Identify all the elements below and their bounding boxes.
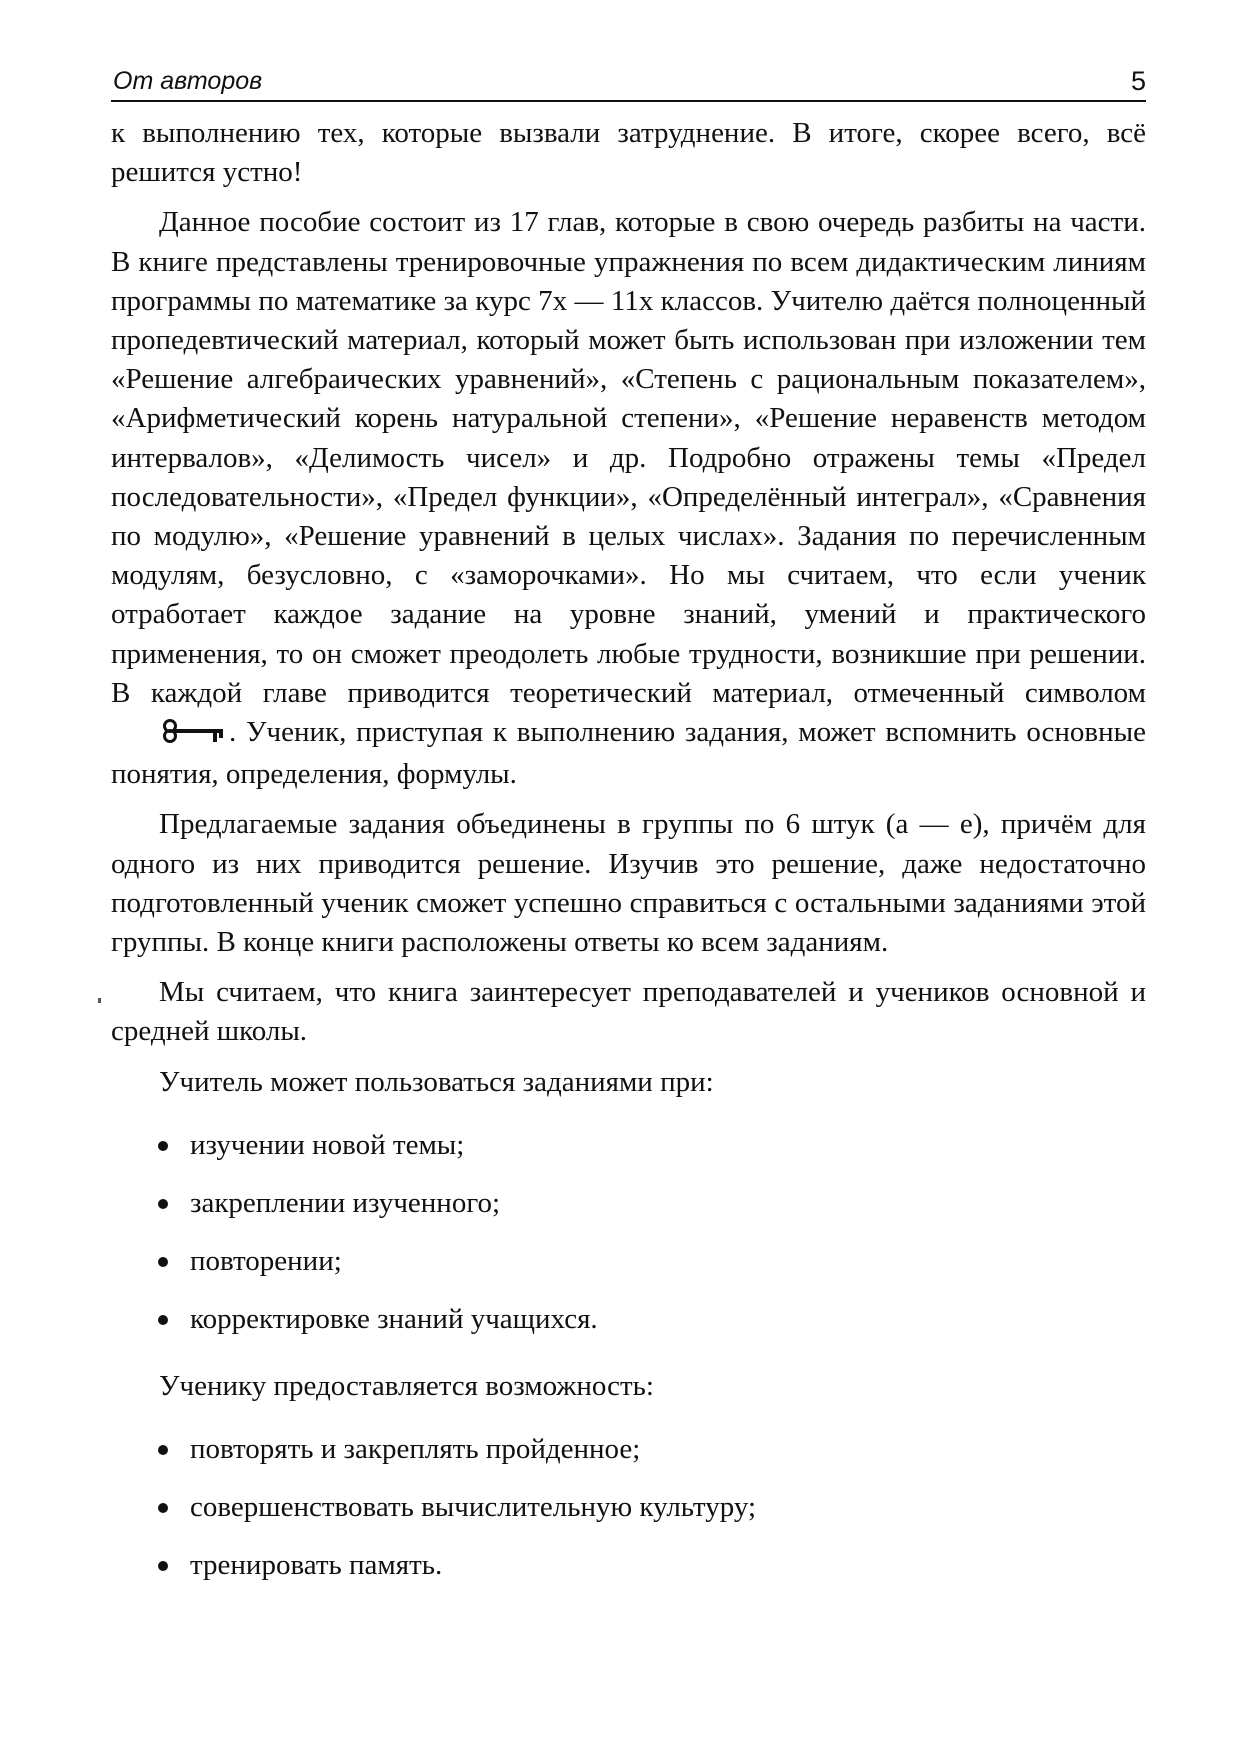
student-lead (111, 1367, 1146, 1406)
paragraph-continuation (111, 114, 1146, 192)
student-list (111, 1430, 1146, 1585)
running-title: От авторов (113, 67, 263, 95)
list-item (158, 1300, 1146, 1339)
list-item (158, 1242, 1146, 1281)
list-item-text: закреплении изученного; (190, 1186, 501, 1219)
paragraph-audience-text: Мы считаем, что книга заинтересует преподавателей и учеников основной и средней школы. (111, 976, 1146, 1048)
running-head (111, 60, 1146, 102)
paragraph-book-structure-text: Данное пособие состоит из 17 глав, которые в свою очередь разбиты на части. В книге представлены тренировочные упражнения по всем дидактическим линиям программы по математике за курс 7х — 11х классов. Учителю даётся полноценный пропедевтический материал, который может быть использован при изложении тем «Решение алгебраических уравнений», «Степень с рациональным показателем», «Арифметический корень натуральной степени», «Решение неравенств методом интервалов», «Делимость чисел» и др. Подробно отражены темы «Предел последовательности», «Предел функции», «Определённый интеграл», «Сравнения по модулю», «Решение уравнений в целых числах». Задания по перечисленным модулям, безусловно, с «заморочками». Но мы считаем, что если ученик отработает каждое задание на уровне знаний, умений и практического применения, то он сможет преодолеть любые трудности, возникшие при решении. В каждой главе приводится теоретический материал, отмеченный символом (111, 206, 1146, 709)
list-item-text: тренировать память. (190, 1549, 443, 1582)
key-icon (113, 716, 227, 755)
list-item-text: повторении; (190, 1244, 342, 1277)
paragraph-task-groups-text: Предлагаемые задания объединены в группы по 6 штук (а — е), причём для одного из них приводится решение. Изучив это решение, даже недостаточно подготовленный ученик сможет успешно справиться с остальными заданиями этой группы. В конце книги расположены ответы ко всем заданиям. (111, 808, 1146, 959)
list-item-text: изучении новой темы; (190, 1128, 465, 1161)
bullet-dot-icon (158, 1257, 168, 1267)
teacher-lead (111, 1063, 1146, 1102)
list-item-text: совершенствовать вычислительную культуру; (190, 1491, 757, 1524)
list-item-text: корректировке знаний учащихся. (190, 1302, 598, 1335)
bullet-dot-icon (158, 1445, 168, 1455)
book-page (111, 60, 1146, 1613)
bullet-dot-icon (158, 1503, 168, 1513)
bullet-dot-icon (158, 1199, 168, 1209)
bullet-dot-icon (158, 1315, 168, 1325)
paragraph-book-structure (111, 203, 1146, 794)
teacher-list (111, 1126, 1146, 1339)
list-item (158, 1430, 1146, 1469)
list-item (158, 1126, 1146, 1165)
paragraph-book-structure-tail: . Ученик, приступая к выполнению задания, может вспомнить основные понятия, определения, формулы. (111, 716, 1146, 791)
bullet-dot-icon (158, 1561, 168, 1571)
student-lead-text: Ученику предоставляется возможность: (159, 1369, 654, 1402)
list-item (158, 1488, 1146, 1527)
scan-speck (98, 998, 101, 1003)
paragraph-task-groups (111, 805, 1146, 962)
teacher-lead-text: Учитель может пользоваться заданиями при: (159, 1065, 714, 1098)
body-text (111, 114, 1146, 1585)
list-item (158, 1184, 1146, 1223)
list-item-text: повторять и закреплять пройденное; (190, 1433, 641, 1466)
paragraph-audience (111, 973, 1146, 1051)
page-number: 5 (1130, 66, 1146, 96)
bullet-dot-icon (158, 1141, 168, 1151)
paragraph-continuation-text: к выполнению тех, которые вызвали затруднение. В итоге, скорее всего, всё решится устно! (111, 117, 1146, 189)
list-item (158, 1546, 1146, 1585)
